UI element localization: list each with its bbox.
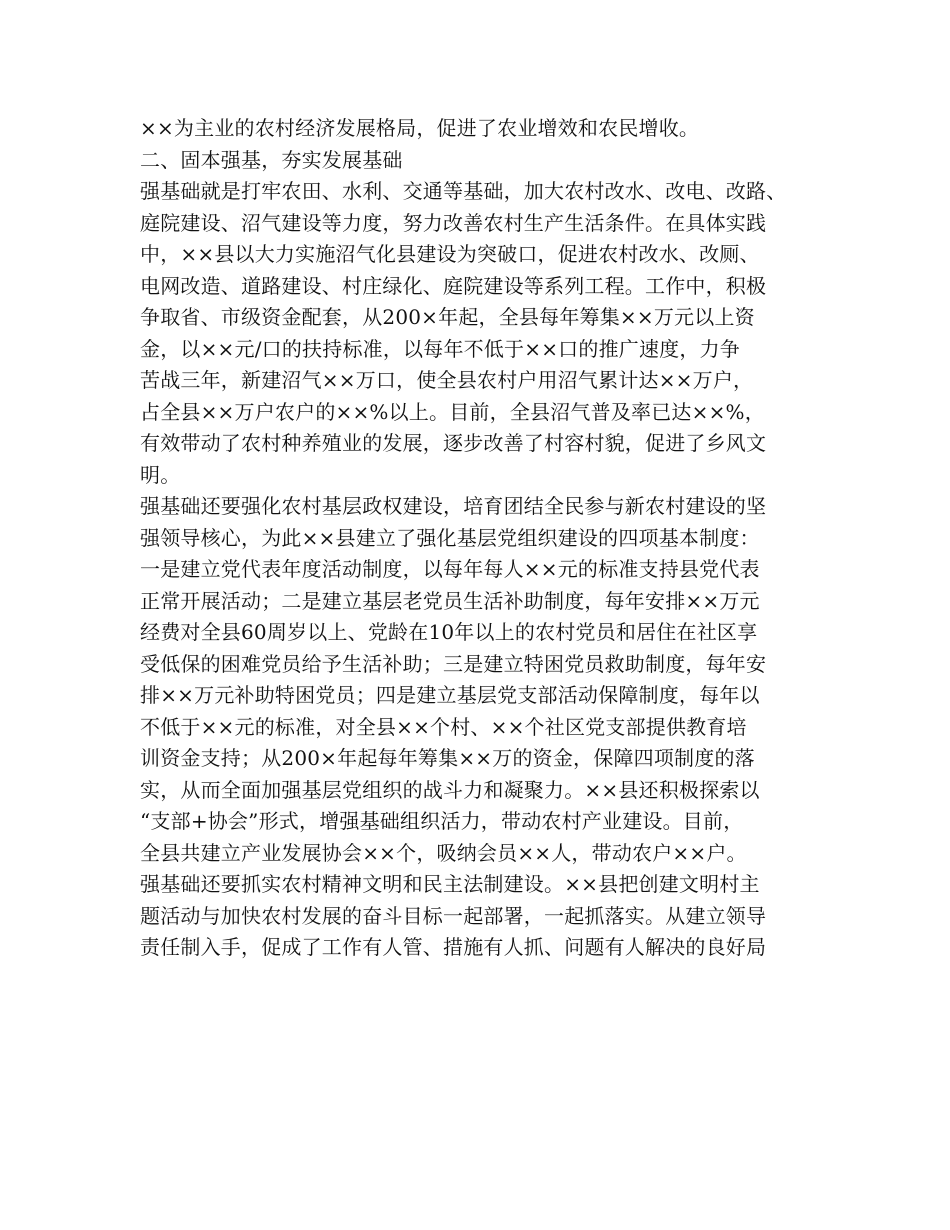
- text-line: 占全县××万户农户的××%以上。目前，全县沼气普及率已达××%，: [140, 399, 765, 424]
- text-line: 训资金支持；从200×年起每年筹集××万的资金，保障四项制度的落: [140, 746, 755, 770]
- text-line: “支部+协会”形式，增强基础组织活力，带动农村产业建设。目前，: [140, 809, 744, 833]
- section-heading: 二、固本强基，夯实发展基础: [140, 147, 403, 172]
- text-line: 受低保的困难党员给予生活补助；三是建立特困党员救助制度，每年安: [140, 651, 767, 676]
- text-line: 排××万元补助特困党员；四是建立基层党支部活动保障制度，每年以: [140, 683, 760, 707]
- text-line: 实，从而全面加强基层党组织的战斗力和凝聚力。××县还积极探索以: [140, 777, 760, 802]
- text-line: 强领导核心，为此××县建立了强化基层党组织建设的四项基本制度：: [140, 525, 760, 550]
- text-line: 责任制入手，促成了工作有人管、措施有人抓、问题有人解决的良好局: [140, 935, 767, 959]
- text-line: 电网改造、道路建设、村庄绿化、庭院建设等系列工程。工作中，积极: [140, 273, 767, 298]
- text-line: 争取省、市级资金配套，从200×年起，全县每年筹集××万元以上资: [140, 305, 755, 329]
- text-line: 明。: [140, 462, 181, 487]
- document-body: [140, 113, 830, 964]
- text-line: ××为主业的农村经济发展格局，促进了农业增效和农民增收。: [140, 116, 700, 140]
- text-line: 金，以××元/口的扶持标准，以每年不低于××口的推广速度，力争: [140, 336, 740, 361]
- text-line: 一是建立党代表年度活动制度，以每年每人××元的标准支持县党代表: [140, 557, 760, 581]
- text-line: 强基础还要抓实农村精神文明和民主法制建设。××县把创建文明村主: [140, 872, 760, 896]
- text-line: 全县共建立产业发展协会××个，吸纳会员××人，带动农户××户。: [140, 840, 747, 865]
- text-line: 中，××县以大力实施沼气化县建设为突破口，促进农村改水、改厕、: [140, 242, 760, 266]
- text-line: 有效带动了农村种养殖业的发展，逐步改善了村容村貌，促进了乡风文: [140, 431, 767, 455]
- text-line: 不低于××元的标准，对全县××个村、××个社区党支部提供教育培: [140, 714, 747, 739]
- text-line: 强基础就是打牢农田、水利、交通等基础，加大农村改水、改电、改路、: [140, 179, 787, 203]
- text-line: 正常开展活动；二是建立基层老党员生活补助制度，每年安排××万元: [140, 588, 760, 613]
- text-line: 庭院建设、沼气建设等力度，努力改善农村生产生活条件。在具体实践: [140, 210, 767, 235]
- text-line: 题活动与加快农村发展的奋斗目标一起部署，一起抓落实。从建立领导: [140, 903, 767, 928]
- text-line: 经费对全县60周岁以上、党龄在10年以上的农村党员和居住在社区享: [140, 620, 758, 644]
- text-line: 强基础还要强化农村基层政权建设，培育团结全民参与新农村建设的坚: [140, 494, 767, 518]
- text-line: 苦战三年，新建沼气××万口，使全县农村户用沼气累计达××万户，: [140, 368, 754, 392]
